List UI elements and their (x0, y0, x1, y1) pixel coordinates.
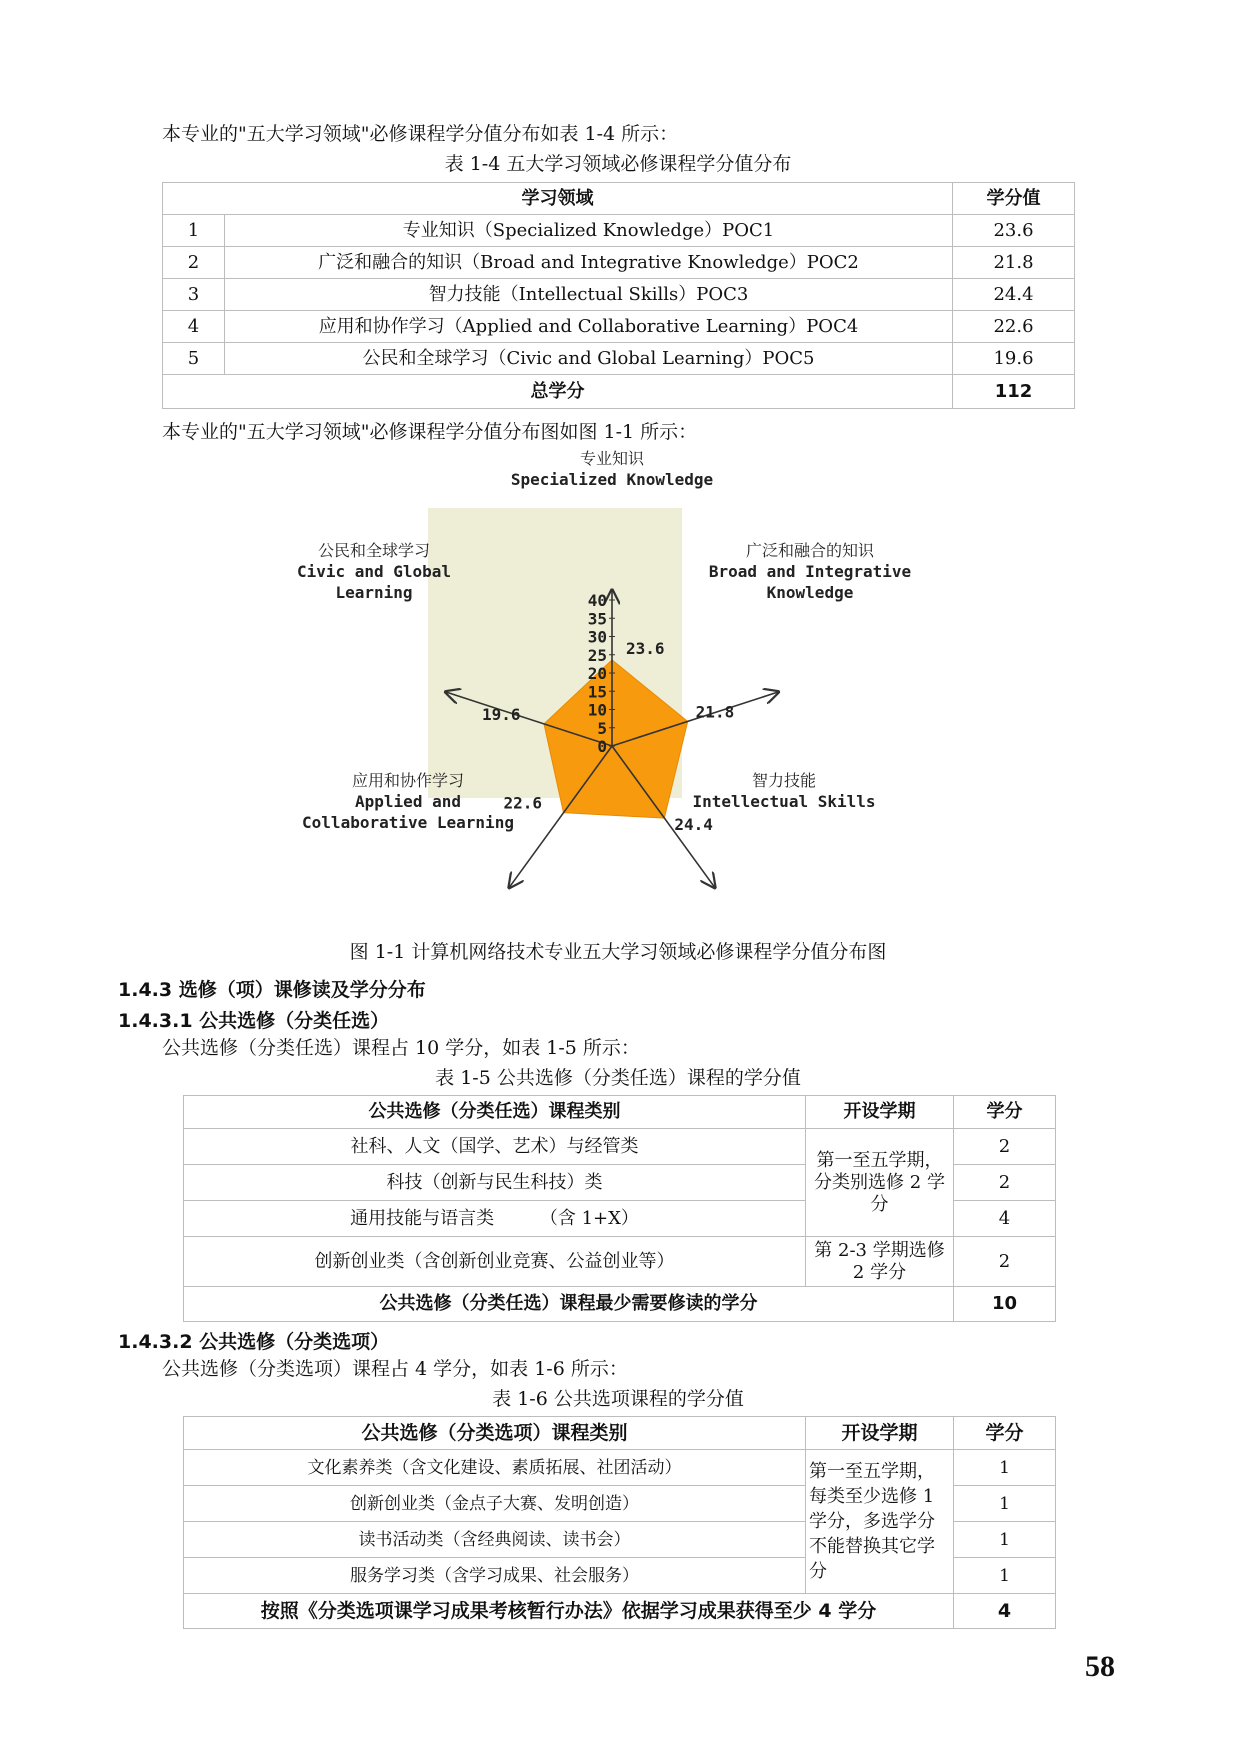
value-label: 22.6 (503, 793, 543, 813)
value-label: 24.4 (674, 815, 713, 835)
table-1-5 (183, 1095, 1056, 1322)
section-heading-1-4-3-2: 1.4.3.2 公共选修（分类选项） (118, 1331, 390, 1353)
tick-label: 10 (587, 700, 607, 720)
value-label: 19.6 (481, 704, 521, 724)
table-row (163, 343, 1075, 375)
page-number: 58 (1085, 1650, 1115, 1683)
row-domain: 公民和全球学习（Civic and Global Learning）POC5 (225, 343, 953, 375)
row-domain: 应用和协作学习（Applied and Collaborative Learning）POC4 (225, 311, 953, 343)
row-domain: 专业知识（Specialized Knowledge）POC1 (225, 215, 953, 247)
axis-title-cn: 公民和全球学习 (317, 541, 431, 560)
table-1-4-caption: 表 1-4 五大学习领域必修课程学分值分布 (444, 153, 792, 175)
row-category: 读书活动类（含经典阅读、读书会） (184, 1522, 806, 1558)
axis-title-en: Civic and Global (296, 562, 452, 581)
axis-title-en: Applied and (355, 792, 461, 811)
tick-label: 20 (587, 664, 607, 683)
value-label: 21.8 (695, 702, 735, 722)
axis-title-en: Specialized Knowledge (510, 470, 714, 489)
axis-title-cn: 专业知识 (579, 449, 645, 468)
tick-label: 15 (587, 682, 607, 702)
figure-1-1-caption: 图 1-1 计算机网络技术专业五大学习领域必修课程学分值分布图 (349, 941, 887, 963)
radar-chart (296, 449, 940, 930)
axis-title-cn: 智力技能 (751, 771, 817, 790)
axis-title-en: Intellectual Skills (692, 792, 876, 811)
section-heading-1-4-3: 1.4.3 选修（项）课修读及学分分布 (118, 979, 426, 1001)
table-row (163, 311, 1075, 343)
row-category: 创新创业类（金点子大赛、发明创造） (184, 1486, 806, 1522)
row-credits: 21.8 (953, 247, 1075, 279)
axis-title-en: Collaborative Learning (302, 813, 514, 832)
row-credits: 2 (954, 1129, 1056, 1165)
tick-label: 25 (587, 645, 607, 665)
row-credits: 1 (954, 1486, 1056, 1522)
table-row (163, 279, 1075, 311)
row-credits: 2 (954, 1237, 1056, 1287)
axis-title-cn: 应用和协作学习 (351, 771, 465, 790)
tick-label: 30 (587, 627, 607, 647)
table-row (184, 1450, 1056, 1486)
section-heading-1-4-3-1: 1.4.3.1 公共选修（分类任选） (118, 1010, 390, 1032)
tick-label: 40 (587, 591, 607, 610)
table-1-5-caption: 表 1-5 公共选修（分类任选）课程的学分值 (435, 1067, 801, 1089)
row-category: 科技（创新与民生科技）类 (184, 1165, 806, 1201)
axis-title-en: Broad and Integrative (708, 562, 912, 581)
row-credits: 4 (954, 1201, 1056, 1237)
intro-paragraph-3: 公共选修（分类任选）课程占 10 学分，如表 1-5 所示： (162, 1037, 640, 1059)
term-cell-b: 第 2-3 学期选修 2 学分 (806, 1237, 954, 1287)
axis-title-cn: 广泛和融合的知识 (745, 541, 875, 560)
total-value: 112 (953, 375, 1075, 409)
table-header-domain: 学习领域 (163, 183, 953, 215)
intro-paragraph-1: 本专业的"五大学习领域"必修课程学分值分布如表 1-4 所示： (162, 123, 679, 145)
table-header-term: 开设学期 (806, 1417, 954, 1450)
row-credits: 23.6 (953, 215, 1075, 247)
table-row (163, 215, 1075, 247)
row-category: 服务学习类（含学习成果、社会服务） (184, 1558, 806, 1594)
table-1-6-caption: 表 1-6 公共选项课程的学分值 (492, 1388, 744, 1410)
total-label: 公共选修（分类任选）课程最少需要修读的学分 (184, 1287, 954, 1322)
row-number: 4 (163, 311, 225, 343)
table-row (184, 1237, 1056, 1287)
total-label: 总学分 (163, 375, 953, 409)
table-header-credits: 学分 (954, 1096, 1056, 1129)
axis-title-en: Knowledge (766, 583, 854, 602)
value-label: 23.6 (626, 638, 665, 658)
term-cell: 第一至五学期，每类至少选修 1 学分，多选学分不能替换其它学分 (806, 1450, 954, 1594)
table-1-6 (183, 1416, 1056, 1629)
tick-label: 35 (587, 609, 607, 629)
tick-label: 5 (597, 718, 607, 738)
row-number: 1 (163, 215, 225, 247)
tick-label: 0 (597, 737, 607, 756)
axis-title-en: Learning (335, 583, 413, 602)
row-credits: 1 (954, 1450, 1056, 1486)
table-1-4 (162, 182, 1075, 409)
row-credits: 1 (954, 1558, 1056, 1594)
table-header-category: 公共选修（分类任选）课程类别 (184, 1096, 806, 1129)
table-header-credits: 学分值 (953, 183, 1075, 215)
row-domain: 广泛和融合的知识（Broad and Integrative Knowledge）POC2 (225, 247, 953, 279)
row-category: 通用技能与语言类 （含 1+X） (184, 1201, 806, 1237)
row-category: 创新创业类（含创新创业竞赛、公益创业等） (184, 1237, 806, 1287)
row-number: 3 (163, 279, 225, 311)
row-number: 5 (163, 343, 225, 375)
table-header-credits: 学分 (954, 1417, 1056, 1450)
row-number: 2 (163, 247, 225, 279)
row-category: 文化素养类（含文化建设、素质拓展、社团活动） (184, 1450, 806, 1486)
row-credits: 24.4 (953, 279, 1075, 311)
row-category: 社科、人文（国学、艺术）与经管类 (184, 1129, 806, 1165)
row-credits: 1 (954, 1522, 1056, 1558)
intro-paragraph-4: 公共选修（分类选项）课程占 4 学分，如表 1-6 所示： (162, 1358, 628, 1380)
row-credits: 22.6 (953, 311, 1075, 343)
total-label: 按照《分类选项课学习成果考核暂行办法》依据学习成果获得至少 4 学分 (184, 1594, 954, 1629)
term-cell-a: 第一至五学期，分类别选修 2 学分 (806, 1129, 954, 1237)
table-header-category: 公共选修（分类选项）课程类别 (184, 1417, 806, 1450)
total-value: 4 (954, 1594, 1056, 1629)
table-row (163, 247, 1075, 279)
total-value: 10 (954, 1287, 1056, 1322)
table-row (184, 1129, 1056, 1165)
row-credits: 19.6 (953, 343, 1075, 375)
intro-paragraph-2: 本专业的"五大学习领域"必修课程学分值分布图如图 1-1 所示： (162, 421, 698, 443)
row-credits: 2 (954, 1165, 1056, 1201)
row-domain: 智力技能（Intellectual Skills）POC3 (225, 279, 953, 311)
table-header-term: 开设学期 (806, 1096, 954, 1129)
